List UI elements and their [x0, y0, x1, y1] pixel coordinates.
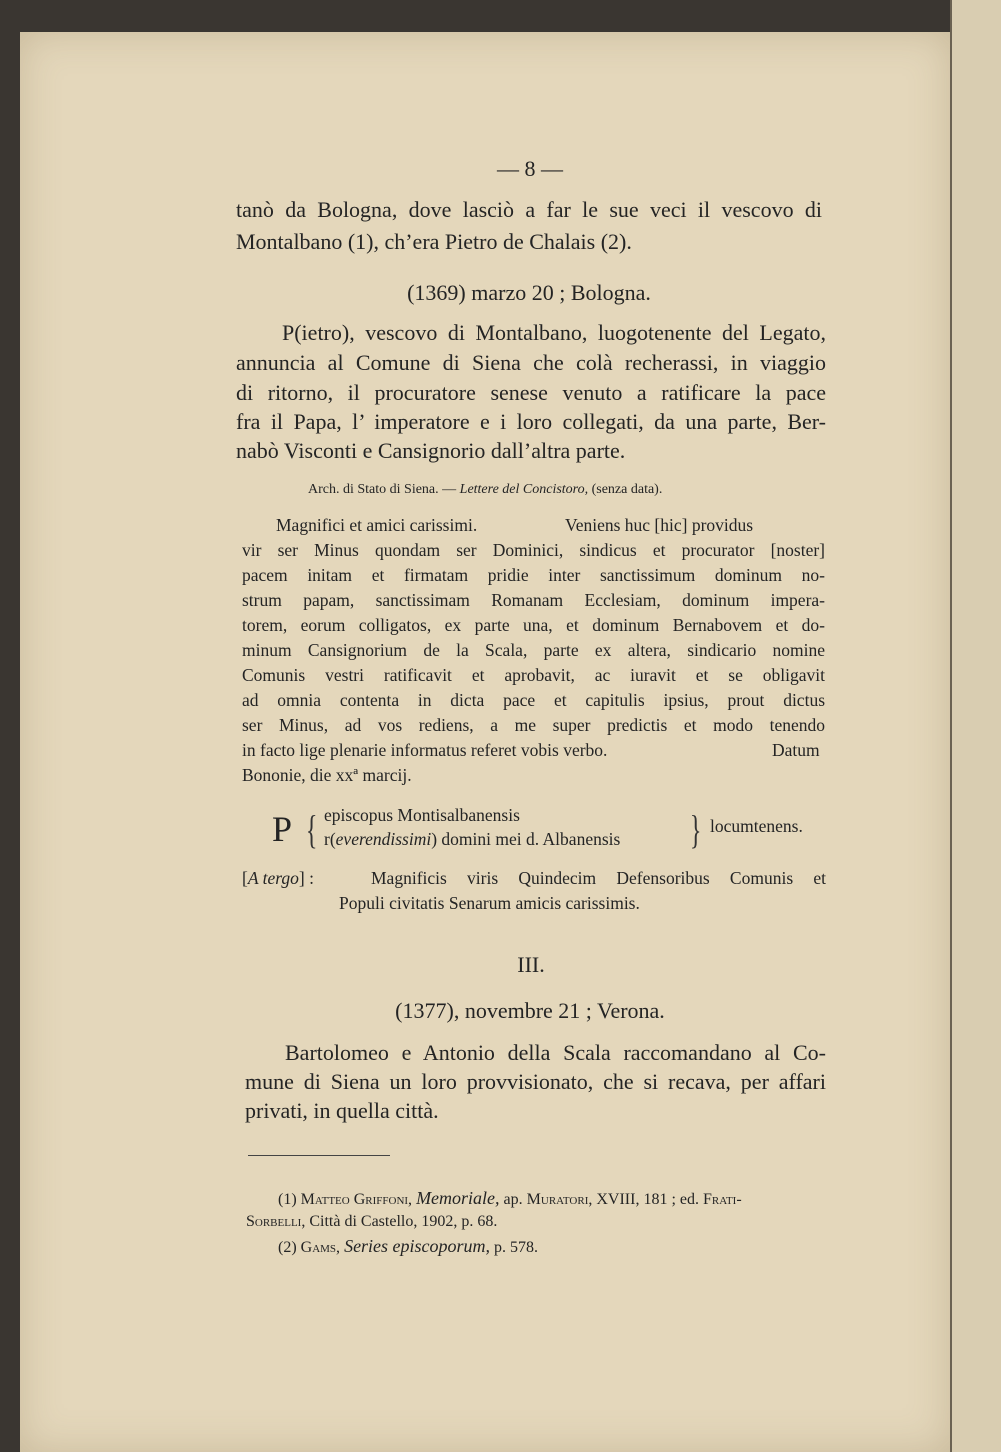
- summary-line-2: annuncia al Comune di Siena che colà recherassi, in viaggio: [236, 350, 826, 375]
- letter-datum: Datum: [772, 740, 820, 760]
- source-series: Lettere del Concistoro,: [459, 482, 589, 497]
- footnote-1-rest: XVIII, 181 ; ed.: [596, 1191, 699, 1208]
- address-label: [242, 868, 314, 889]
- letter-line-6: minum Cansignorium de la Scala, parte ex altera, sindicario nomine: [242, 640, 825, 660]
- footnote-2-author: Gams,: [300, 1239, 341, 1256]
- source-note: (senza data).: [591, 482, 663, 497]
- signature-title: locumtenens.: [710, 816, 803, 836]
- letter-first-line-end: Veniens huc [hic] providus: [565, 515, 754, 535]
- summary-line-1: P(ietro), vescovo di Montalbano, luogotenente del Legato,: [282, 320, 826, 345]
- letter-line-4: strum papam, sanctissimam Romanam Ecclesiam, dominum impera-: [242, 590, 825, 610]
- footnote-2-rest: p. 578.: [494, 1239, 539, 1256]
- footnote-1-author: Matteo Griffoni,: [300, 1191, 413, 1208]
- intro-line-1: tanò da Bologna, dove lasciò a far le sue veci il vescovo di: [236, 197, 822, 222]
- section2-summary-line-3: privati, in quella città.: [245, 1098, 439, 1123]
- footnote-1-muratori: Muratori,: [526, 1191, 593, 1208]
- footnote-2-title: Series episcoporum,: [344, 1236, 491, 1256]
- summary-line-4: fra il Papa, l’ imperatore e i loro collegati, da una parte, Ber-: [236, 409, 826, 434]
- letter-line-3: pacem initam et firmatam pridie inter sanctissimum dominum no-: [242, 565, 825, 585]
- address-label-close: ] :: [298, 868, 314, 888]
- footnote-1-line2: Città di Castello, 1902, p. 68.: [309, 1213, 498, 1230]
- footnote-1-ap: ap.: [503, 1191, 523, 1208]
- section2-summary-line-2: mune di Siena un loro provvisionato, che si recava, per affari: [245, 1069, 826, 1094]
- footnote-rule: [248, 1155, 390, 1156]
- footnote-1-sorbelli: Sorbelli,: [246, 1213, 306, 1230]
- page-number: — 8 —: [497, 156, 563, 181]
- address-label-open: [: [242, 868, 248, 888]
- letter-date-line: Bononie, die xxª marcij.: [242, 765, 412, 785]
- signature-line-2-italic: everendissimi: [335, 829, 432, 849]
- footnote-1: [278, 1188, 742, 1209]
- signature-line-2-prefix: r(: [324, 829, 336, 849]
- section2-numeral: III.: [517, 952, 545, 977]
- signature-line-1: episcopus Montisalbanensis: [324, 805, 520, 825]
- footnote-2: [278, 1236, 538, 1257]
- signature-initial: P: [272, 809, 293, 849]
- footnote-1-number: (1): [278, 1191, 297, 1208]
- address-label-italic: A tergo: [247, 868, 299, 888]
- signature-line-2-suffix: ) domini mei d. Albanensis: [431, 829, 621, 849]
- address-line-1: Magnificis viris Quindecim Defensoribus Comunis et: [371, 868, 826, 888]
- intro-line-2: Montalbano (1), ch’era Pietro de Chalais (2).: [236, 229, 632, 254]
- source-archive: Arch. di Stato di Siena. —: [308, 482, 457, 497]
- facing-page-edge: [950, 0, 1001, 1452]
- section1-date: (1369) marzo 20 ; Bologna.: [407, 280, 651, 305]
- footnote-2-number: (2): [278, 1239, 297, 1256]
- section2-date: (1377), novembre 21 ; Verona.: [395, 998, 665, 1023]
- letter-line-8: ad omnia contenta in dicta pace et capitulis ipsius, prout dictus: [242, 690, 825, 710]
- footnote-1-continued: [246, 1213, 497, 1231]
- address-line-2: Populi civitatis Senarum amicis carissimis.: [339, 893, 640, 913]
- letter-salutation: Magnifici et amici carissimi.: [276, 515, 478, 535]
- source-citation: [308, 482, 662, 498]
- right-brace-icon: }: [689, 807, 702, 852]
- left-brace-icon: {: [305, 807, 318, 852]
- letter-line-7: Comunis vestri ratificavit et aprobavit, ac iuravit et se obligavit: [242, 665, 825, 685]
- summary-line-3: di ritorno, il procuratore senese venuto a ratificare la pace: [236, 380, 826, 405]
- letter-line-10: in facto lige plenarie informatus referet vobis verbo.: [242, 740, 608, 760]
- letter-line-5: torem, eorum colligatos, ex parte una, et dominum Bernabovem et do-: [242, 615, 825, 635]
- section2-summary-line-1: Bartolomeo e Antonio della Scala raccomandano al Co-: [285, 1040, 826, 1065]
- signature-line-2: [324, 829, 620, 850]
- footnote-1-title: Memoriale,: [416, 1188, 500, 1208]
- footnote-1-frati: Frati-: [703, 1191, 742, 1208]
- letter-line-9: ser Minus, ad vos rediens, a me super predictis et modo tenendo: [242, 715, 825, 735]
- summary-line-5: nabò Visconti e Cansignorio dall’altra parte.: [236, 438, 626, 463]
- letter-line-2: vir ser Minus quondam ser Dominici, sindicus et procurator [noster]: [242, 540, 825, 560]
